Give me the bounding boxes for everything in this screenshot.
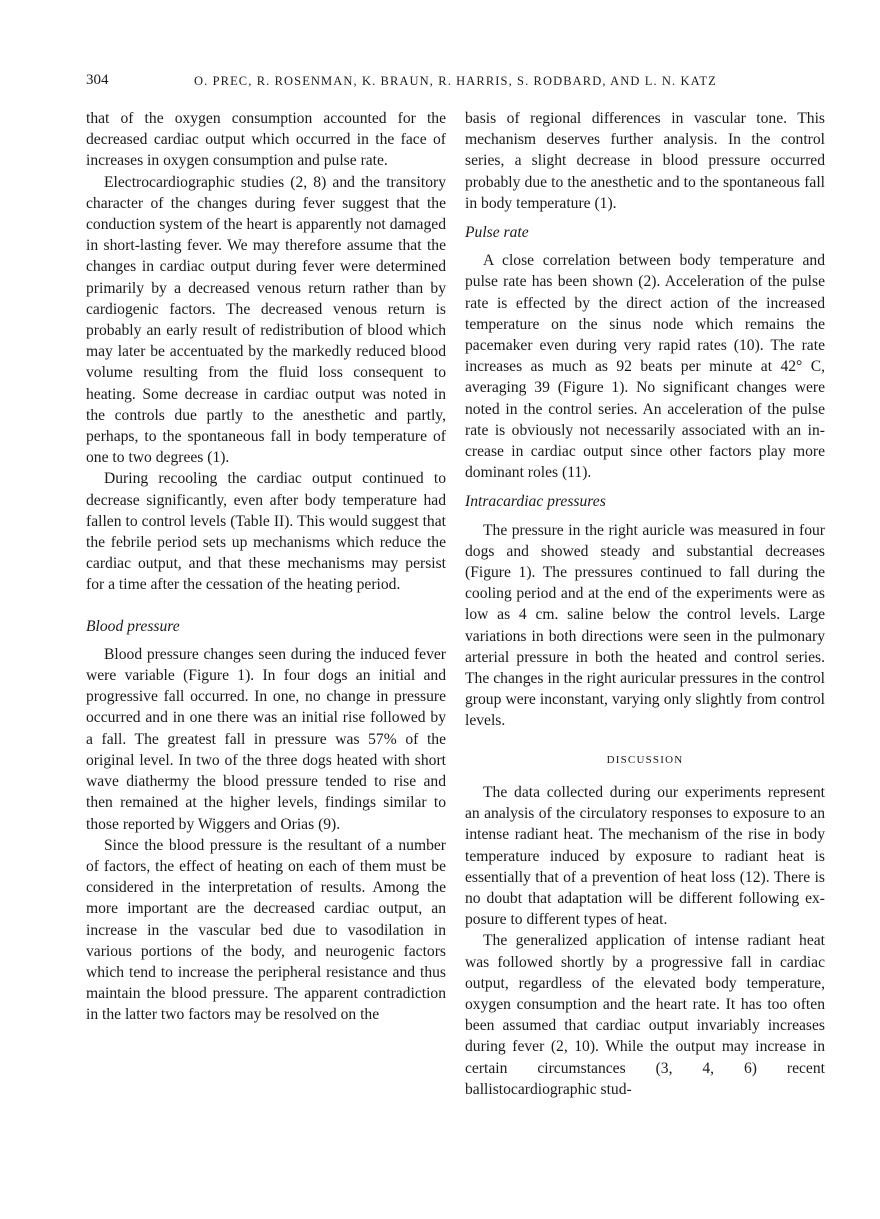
section-heading-discussion: DISCUSSION: [606, 753, 684, 766]
paragraph: During recooling the cardiac output continued to decrease significantly, even after body temperature had fallen to control levels (Table II). This would suggest that the febrile period sets up mechanisms which reduce the cardiac output, and that these mechanisms may persist for a time after the cessation of the heating period.: [86, 470, 446, 594]
paragraph: Since the blood pressure is the resultant of a number of factors, the effect of heating on each of them must be considered in the interpretation of results. Among the more important are the decreased cardiac output, an increase in the vascular bed due to vasodilation in various portions of the body, and neurogenic factors which tend to increase the peripheral resistance and thus maintain the blood pressure. The apparent contradiction in the latter two factors may be resolved on the: [86, 836, 446, 1024]
section-heading-blood-pressure: Blood pressure: [86, 617, 180, 635]
paragraph: The data collected during our experiments represent an analysis of the circulatory responses to exposure to an intense radiant heat. The mechanism of the rise in body temperature induced by exposure to radiant heat is essentially that of a prevention of heat loss (12). There is no doubt that adaptation will be different following exposure to different types of heat.: [465, 783, 825, 929]
paragraph: Electrocardiographic studies (2, 8) and the transitory character of the changes during fever suggest that the conduction system of the heart is apparently not damaged in short-lasting fever. We may therefore assume that the changes in cardiac output during fever were determined primarily by a decreased venous return rather than by cardiogenic factors. The decreased venous return is probably an early result of redistribution of blood which may later be accentuated by the markedly reduced blood volume resulting from the fluid loss consequent to heating. Some decrease in cardiac output was noted in the controls due partly to the anesthetic and partly, perhaps, to the spontaneous fall in body temperature of one to two degrees (1).: [86, 173, 446, 467]
page-number: 304: [86, 72, 109, 88]
paragraph: Blood pressure changes seen during the induced fever were variable (Figure 1). In four dogs an initial and progressive fall occurred. In one, no change in pressure occurred and in one there was an initial rise followed by a fall. The greatest fall in pressure was 57% of the original level. In two of the three dogs heated with short wave diathermy the blood pressure tended to rise and then remained at the higher levels, findings similar to those reported by Wiggers and Orias (9).: [86, 645, 446, 833]
paragraph: A close correlation between body temperature and pulse rate has been shown (2). Acceleration of the pulse rate is effected by the direct action of the increased temperature on the sinus node which remains the pacemaker even during very rapid rates (10). The rate increases as much as 92 beats per minute at 42° C, averaging 39 (Figure 1). No significant changes were noted in the control series. An acceleration of the pulse rate is obviously not necessarily associated with an increase in cardiac output since other factors play more dominant roles (11).: [465, 252, 825, 482]
paragraph: that of the oxygen consumption accounted for the decreased cardiac output which occurred in the face of increases in oxygen consumption and pulse rate.: [86, 110, 446, 170]
paragraph: The generalized application of intense radiant heat was followed shortly by a progressive fall in cardiac output, regardless of the elevated body temperature, oxygen consumption and the heart rate. It has too often been assumed that cardiac output invariably increases during fever (2, 10). While the output may increase in certain circumstances (3, 4, 6) recent ballistocardiographic stud-: [465, 932, 825, 1098]
paragraph: The pressure in the right auricle was measured in four dogs and showed steady and substantial decreases (Figure 1). The pressures continued to fall during the cooling period and at the end of the experiments were as low as 4 cm. saline below the control levels. Large variations in both directions were seen in the pulmonary arterial pressure in both the heated and control series. The changes in the right auricular pressures in the control group were inconstant, varying only slightly from control levels.: [465, 521, 825, 730]
paragraph: basis of regional differences in vascular tone. This mechanism deserves further analysis. In the control series, a slight decrease in blood pressure occurred probably due to the anesthetic and to the spontaneous fall in body temperature (1).: [465, 110, 825, 212]
section-heading-pulse-rate: Pulse rate: [465, 224, 529, 242]
right-column: [465, 108, 825, 1100]
section-heading-intracardiac-pressures: Intracardiac pressures: [465, 493, 606, 511]
running-header: [86, 72, 826, 92]
running-head-authors: O. PREC, R. ROSENMAN, K. BRAUN, R. HARRIS, S. RODBARD, AND L. N. KATZ: [194, 74, 717, 88]
left-column: [86, 108, 446, 1026]
